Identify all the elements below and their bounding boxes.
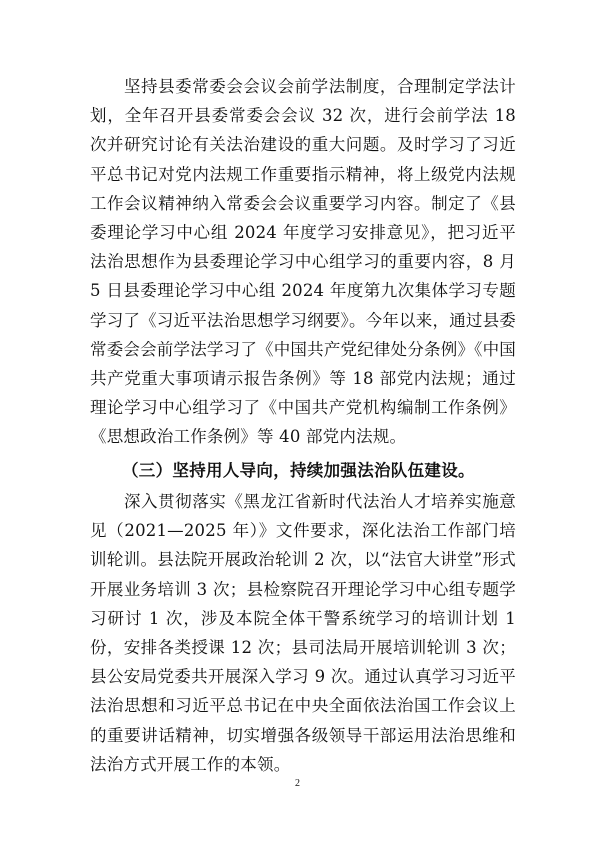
body-paragraph-training: 深入贯彻落实《黑龙江省新时代法治人才培养实施意见（2021—2025 年）》文件要求，深化法治工作部门培训轮训。县法院开展政治轮训 2 次，以“法官大讲堂”形式开展业务培训 3 次；县检察院召开理论学习中心组专题学习研讨 1 次，涉及本院全体干警系统学习的培训计划 1 份，安排各类授课 12 次；县司法局开展培训轮训 3 次；县公安局党委共开展深入学习 9 次。通过认真学习习近平法治思想和习近平总书记在中央全面依法治国工作会议上的重要讲话精神，切实增强各级领导干部运用法治思维和法治方式开展工作的本领。	[90, 492, 516, 774]
section-heading: （三）坚持用人导向，持续加强法治队伍建设。	[122, 461, 475, 480]
page-number: 2	[295, 778, 300, 789]
body-paragraph-study-system: 坚持县委常委会会议会前学法制度，合理制定学法计划，全年召开县委常委会会议 32 次，进行会前学法 18 次并研究讨论有关法治建设的重大问题。及时学习了习近平总书记对党内法规工作重要指示精神，将上级党内法规工作会议精神纳入常委会会议重要学习内容。制定了《县委理论学习中心组 2024 年度学习安排意见》，把习近平法治思想作为县委理论学习中心组学习的重要内容，8 月 5 日县委理论学习中心组 2024 年度第九次集体学习专题学习了《习近平法治思想学习纲要》。今年以来，通过县委常委会会前学法学习了《中国共产党纪律处分条例》《中国共产党重大事项请示报告条例》等 18 部党内法规；通过理论学习中心组学习了《中国共产党机构编制工作条例》《思想政治工作条例》等 40 部党内法规。	[90, 77, 516, 447]
